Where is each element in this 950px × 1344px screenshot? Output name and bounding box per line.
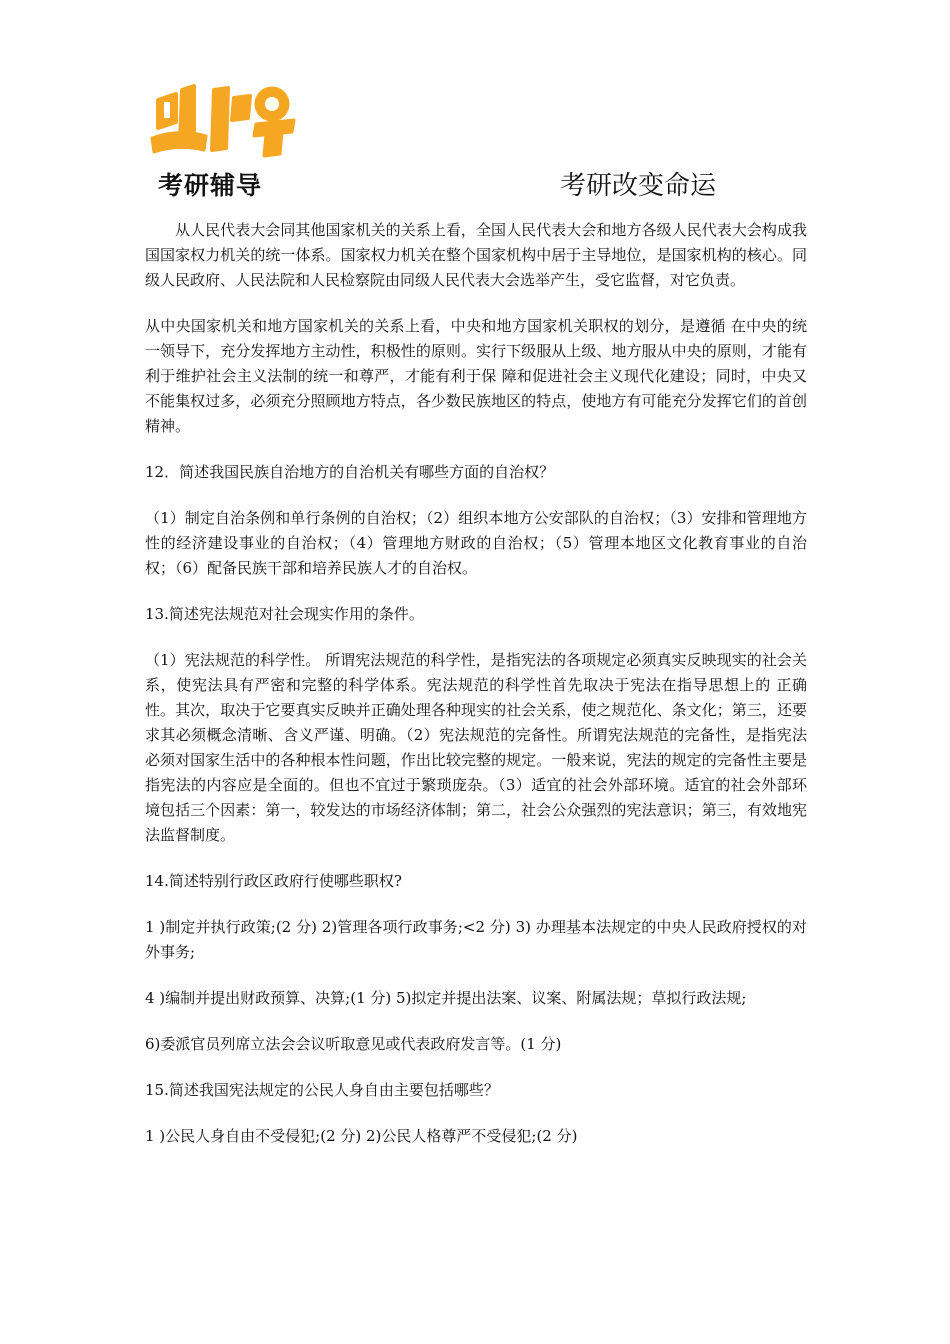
question-heading: 15.简述我国宪法规定的公民人身自由主要包括哪些？ [145, 1081, 499, 1099]
logo [150, 80, 300, 200]
paragraph: （1）制定自治条例和单行条例的自治权；（2）组织本地方公安部队的自治权；（3）安排和管理地方性的经济建设事业的自治权；（4）管理地方财政的自治权；（5）管理本地区文化教育事业的自治权；（6）配备民族干部和培养民族人才的自治权。 [145, 509, 807, 577]
paragraph: 4 )编制并提出财政预算、决算;(1 分) 5)拟定并提出法案、议案、附属法规；草拟行政法规; [145, 989, 747, 1007]
paragraph: 1 )公民人身自由不受侵犯;(2 分) 2)公民人格尊严不受侵犯;(2 分) [145, 1127, 578, 1145]
paragraph: 6)委派官员列席立法会会议听取意见或代表政府发言等。(1 分) [145, 1035, 562, 1053]
logo-mark [150, 80, 300, 160]
question-heading: 13.简述宪法规范对社会现实作用的条件。 [145, 605, 424, 623]
logo-caption: 考研辅导 [158, 171, 263, 200]
slogan: 考研改变命运 [560, 171, 717, 201]
question-heading: 14.简述特别行政区政府行使哪些职权? [145, 872, 402, 890]
paragraph: 从中央国家机关和地方国家机关的关系上看，中央和地方国家机关职权的划分，是遵循 在中央的统一领导下，充分发挥地方主动性，积极性的原则。实行下级服从上级、地方服从中央的原则，才能有利于维护社会主义法制的统一和尊严，才能有利于保 障和促进社会主义现代化建设；同时，中央又不能集权过多，必须充分照顾地方特点，各少数民族地区的特点，使地方有可能充分发挥它们的首创精神。 [145, 317, 807, 435]
paragraph: 1 )制定并执行政策;(2 分) 2)管理各项行政事务;<2 分) 3) 办理基本法规定的中央人民政府授权的对外事务; [145, 918, 807, 961]
paragraph: （1）宪法规范的科学性。 所谓宪法规范的科学性，是指宪法的各项规定必须真实反映现实的社会关系，使宪法具有严密和完整的科学体系。宪法规范的科学性首先取决于宪法在指导思想上的 正确性。其次，取决于它要真实反映并正确处理各种现实的社会关系，使之规范化、条文化；第三，还要求其必须概念清晰、含义严谨、明确。（2）宪法规范的完备性。所谓宪法规范的完备性，是指宪法必须对国家生活中的各种根本性问题，作出比较完整的规定。一般来说，宪法的规定的完备性主要是指宪法的内容应是全面的。但也不宜过于繁琐庞杂。（3）适宜的社会外部环境。适宜的社会外部环境包括三个因素：第一，较发达的市场经济体制；第二，社会公众强烈的宪法意识；第三，有效地宪法监督制度。 [145, 651, 807, 844]
question-heading: 12．简述我国民族自治地方的自治机关有哪些方面的自治权？ [145, 463, 555, 481]
paragraph: 从人民代表大会同其他国家机关的关系上看，全国人民代表大会和地方各级人民代表大会构成我国国家权力机关的统一体系。国家权力机关在整个国家机构中居于主导地位，是国家机构的核心。同级人民政府、人民法院和人民检察院由同级人民代表大会选举产生，受它监督，对它负责。 [145, 221, 807, 289]
document-body [145, 218, 807, 1170]
